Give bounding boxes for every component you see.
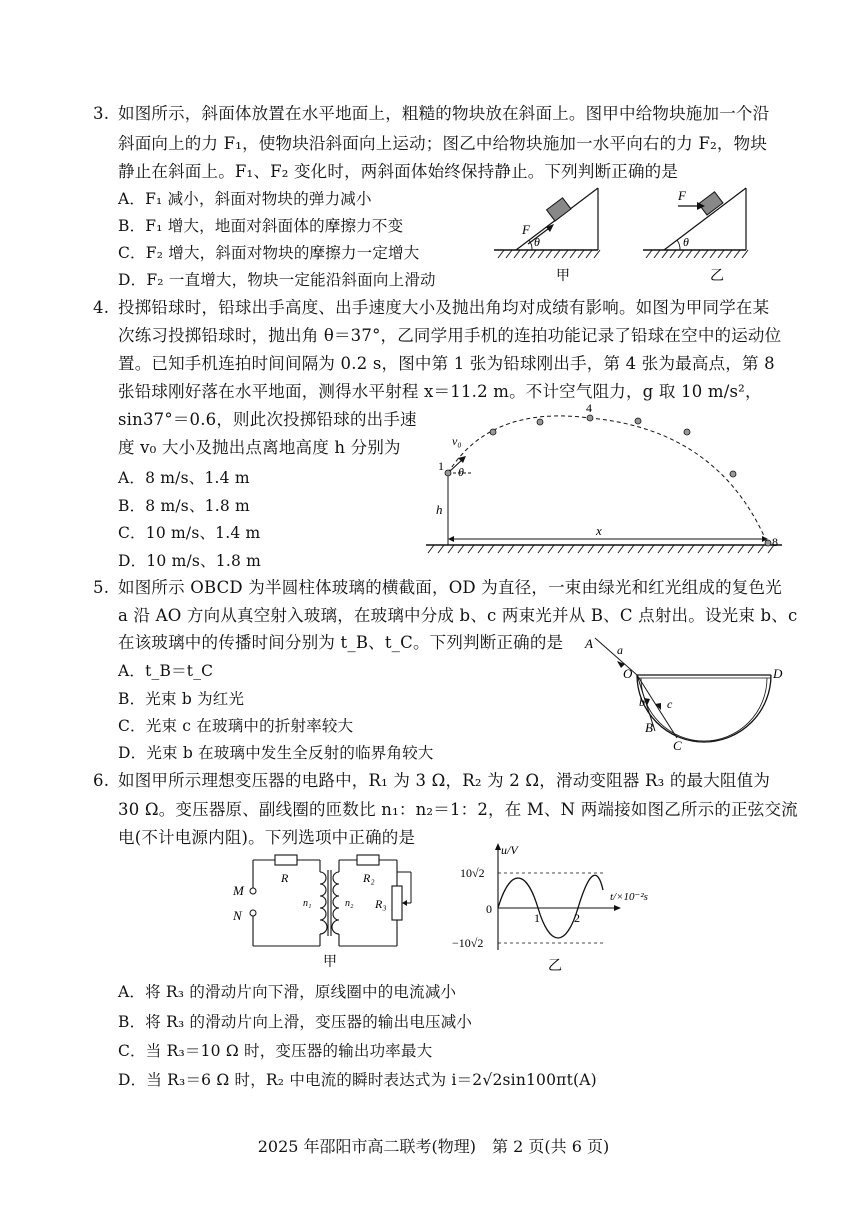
q4-label-1: 1 <box>438 459 444 473</box>
q6-option-b: B．将 R₃ 的滑动片向上滑，变压器的输出电压减小 <box>118 1013 473 1031</box>
q6-graph-zero: 0 <box>486 902 492 916</box>
q4-option-d: D．10 m/s、1.8 m <box>118 552 262 570</box>
q5-option-a: A．t_B＝t_C <box>118 662 214 680</box>
q5-label-b: b <box>639 695 645 709</box>
q4-shotput-figure <box>420 400 790 565</box>
q5-line-3: 在该玻璃中的传播时间分别为 t_B、t_C。下列判断正确的是 <box>118 633 564 652</box>
q6-label-N: N <box>233 908 242 923</box>
q6-graph-ytop: 10√2 <box>460 866 485 880</box>
q6-graph-ybottom: −10√2 <box>452 936 484 950</box>
q6-label-R: R <box>281 871 289 885</box>
q3-angle-label-jia: θ <box>534 235 540 249</box>
q3-number: 3. <box>93 104 110 123</box>
q6-line-2: 30 Ω。变压器原、副线圈的匝数比 n₁：n₂＝1：2，在 M、N 两端接如图乙所示的正弦交流 <box>118 800 798 819</box>
q5-label-O: O <box>623 666 633 681</box>
q4-line-5: sin37°＝0.6，则此次投掷铅球的出手速 <box>118 410 417 429</box>
q4-line-3: 置。已知手机连拍时间间隔为 0.2 s，图中第 1 张为铅球刚出手，第 4 张为最高点，第 8 <box>118 354 775 373</box>
q4-line-4: 张铅球刚好落在水平地面，测得水平射程 x＝11.2 m。不计空气阻力，g 取 10 m/s²， <box>118 382 762 401</box>
q4-label-4: 4 <box>586 401 592 415</box>
q3-option-b: B．F₁ 增大，地面对斜面体的摩擦力不变 <box>118 217 404 235</box>
q4-option-b: B．8 m/s、1.8 m <box>118 497 250 515</box>
q3-angle-label-yi: θ <box>683 235 689 249</box>
q3-option-c: C．F₂ 增大，斜面对物块的摩擦力一定增大 <box>118 244 420 262</box>
q6-number: 6. <box>93 771 110 790</box>
q3-caption-jia: 甲 <box>556 269 570 284</box>
incline-jia <box>494 188 600 284</box>
q3-option-a: A．F₁ 减小，斜面对物块的弹力减小 <box>118 190 372 208</box>
q5-option-d: D．光束 b 在玻璃中发生全反射的临界角较大 <box>118 744 434 762</box>
q3-line-2: 斜面向上的力 F₁，使物块沿斜面向上运动；图乙中给物块施加一水平向右的力 F₂，物块 <box>118 134 768 153</box>
q6-label-R3: R₃ <box>375 897 387 911</box>
q5-option-b: B．光束 b 为红光 <box>118 690 245 708</box>
q6-caption-yi: 乙 <box>548 959 562 974</box>
q3-incline-figure <box>488 178 778 288</box>
incline-yi <box>643 188 748 284</box>
q5-semicircle-figure <box>575 628 795 758</box>
q5-number: 5. <box>93 578 110 597</box>
q3-line-1: 如图所示，斜面体放置在水平地面上，粗糙的物块放在斜面上。图甲中给物块施加一个沿 <box>118 104 770 123</box>
q3-caption-yi: 乙 <box>710 269 724 284</box>
q4-option-c: C．10 m/s、1.4 m <box>118 524 261 542</box>
q6-option-c: C．当 R₃＝10 Ω 时，变压器的输出功率最大 <box>118 1042 433 1060</box>
q5-line-1: 如图所示 OBCD 为半圆柱体玻璃的横截面，OD 为直径，一束由绿光和红光组成的复色光 <box>118 578 782 597</box>
q4-number: 4. <box>93 298 110 317</box>
q4-label-x: x <box>596 523 602 538</box>
q4-label-theta: θ <box>458 465 464 479</box>
q6-graph-xlabel: t/×10⁻²s <box>610 891 648 903</box>
page-footer: 2025 年邵阳市高二联考(物理) 第 2 页(共 6 页) <box>257 1137 610 1156</box>
q6-graph-tick-1: 1 <box>534 911 540 925</box>
q4-line-1: 投掷铅球时，铅球出手高度、出手速度大小及抛出角均对成绩有影响。如图为甲同学在某 <box>118 298 770 317</box>
q3-force-label-yi: F <box>678 188 686 203</box>
q5-line-2: a 沿 AO 方向从真空射入玻璃，在玻璃中分成 b、c 两束光并从 B、C 点射出。设光束 b、c <box>118 606 798 625</box>
q4-option-a: A．8 m/s、1.4 m <box>118 469 250 487</box>
q4-line-6: 度 v₀ 大小及抛出点离地高度 h 分别为 <box>118 438 401 457</box>
q5-label-C: C <box>673 738 682 753</box>
q5-label-A: A <box>585 636 593 651</box>
q4-label-h: h <box>436 502 443 517</box>
q6-option-a: A．将 R₃ 的滑动片向下滑，原线圈中的电流减小 <box>118 983 457 1001</box>
q6-voltage-graph <box>448 840 678 974</box>
q6-label-R2: R₂ <box>363 871 375 885</box>
q6-circuit-figure <box>225 848 425 974</box>
q5-label-B: B <box>645 720 653 735</box>
q4-label-8: 8 <box>772 535 778 549</box>
q5-label-D: D <box>773 666 783 681</box>
q6-label-M: M <box>233 883 244 898</box>
q6-line-3: 电(不计电源内阻)。下列选项中正确的是 <box>118 828 416 847</box>
q6-graph-ylabel: u/V <box>501 843 518 857</box>
q3-force-label-jia: F <box>522 222 530 237</box>
q6-option-d: D．当 R₃＝6 Ω 时，R₂ 中电流的瞬时表达式为 i＝2√2sin100πt(A) <box>118 1071 597 1089</box>
q3-option-d: D．F₂ 一直增大，物块一定能沿斜面向上滑动 <box>118 271 436 289</box>
q4-label-v0: v₀ <box>452 434 462 448</box>
q4-line-2: 次练习投掷铅球时，抛出角 θ＝37°，乙同学用手机的连拍功能记录了铅球在空中的运动位 <box>118 326 782 345</box>
q6-graph-tick-2: 2 <box>574 911 580 925</box>
q6-line-1: 如图甲所示理想变压器的电路中，R₁ 为 3 Ω，R₂ 为 2 Ω，滑动变阻器 R₃ 的最大阻值为 <box>118 771 771 790</box>
q6-label-n2: n₂ <box>345 898 354 909</box>
q5-option-c: C．光束 c 在玻璃中的折射率较大 <box>118 717 354 735</box>
q3-line-3: 静止在斜面上。F₁、F₂ 变化时，两斜面体始终保持静止。下列判断正确的是 <box>118 162 679 181</box>
q5-label-a: a <box>617 643 623 657</box>
q6-label-n1: n₁ <box>303 898 312 909</box>
q5-label-c: c <box>667 697 673 711</box>
q6-caption-jia: 甲 <box>323 955 337 970</box>
